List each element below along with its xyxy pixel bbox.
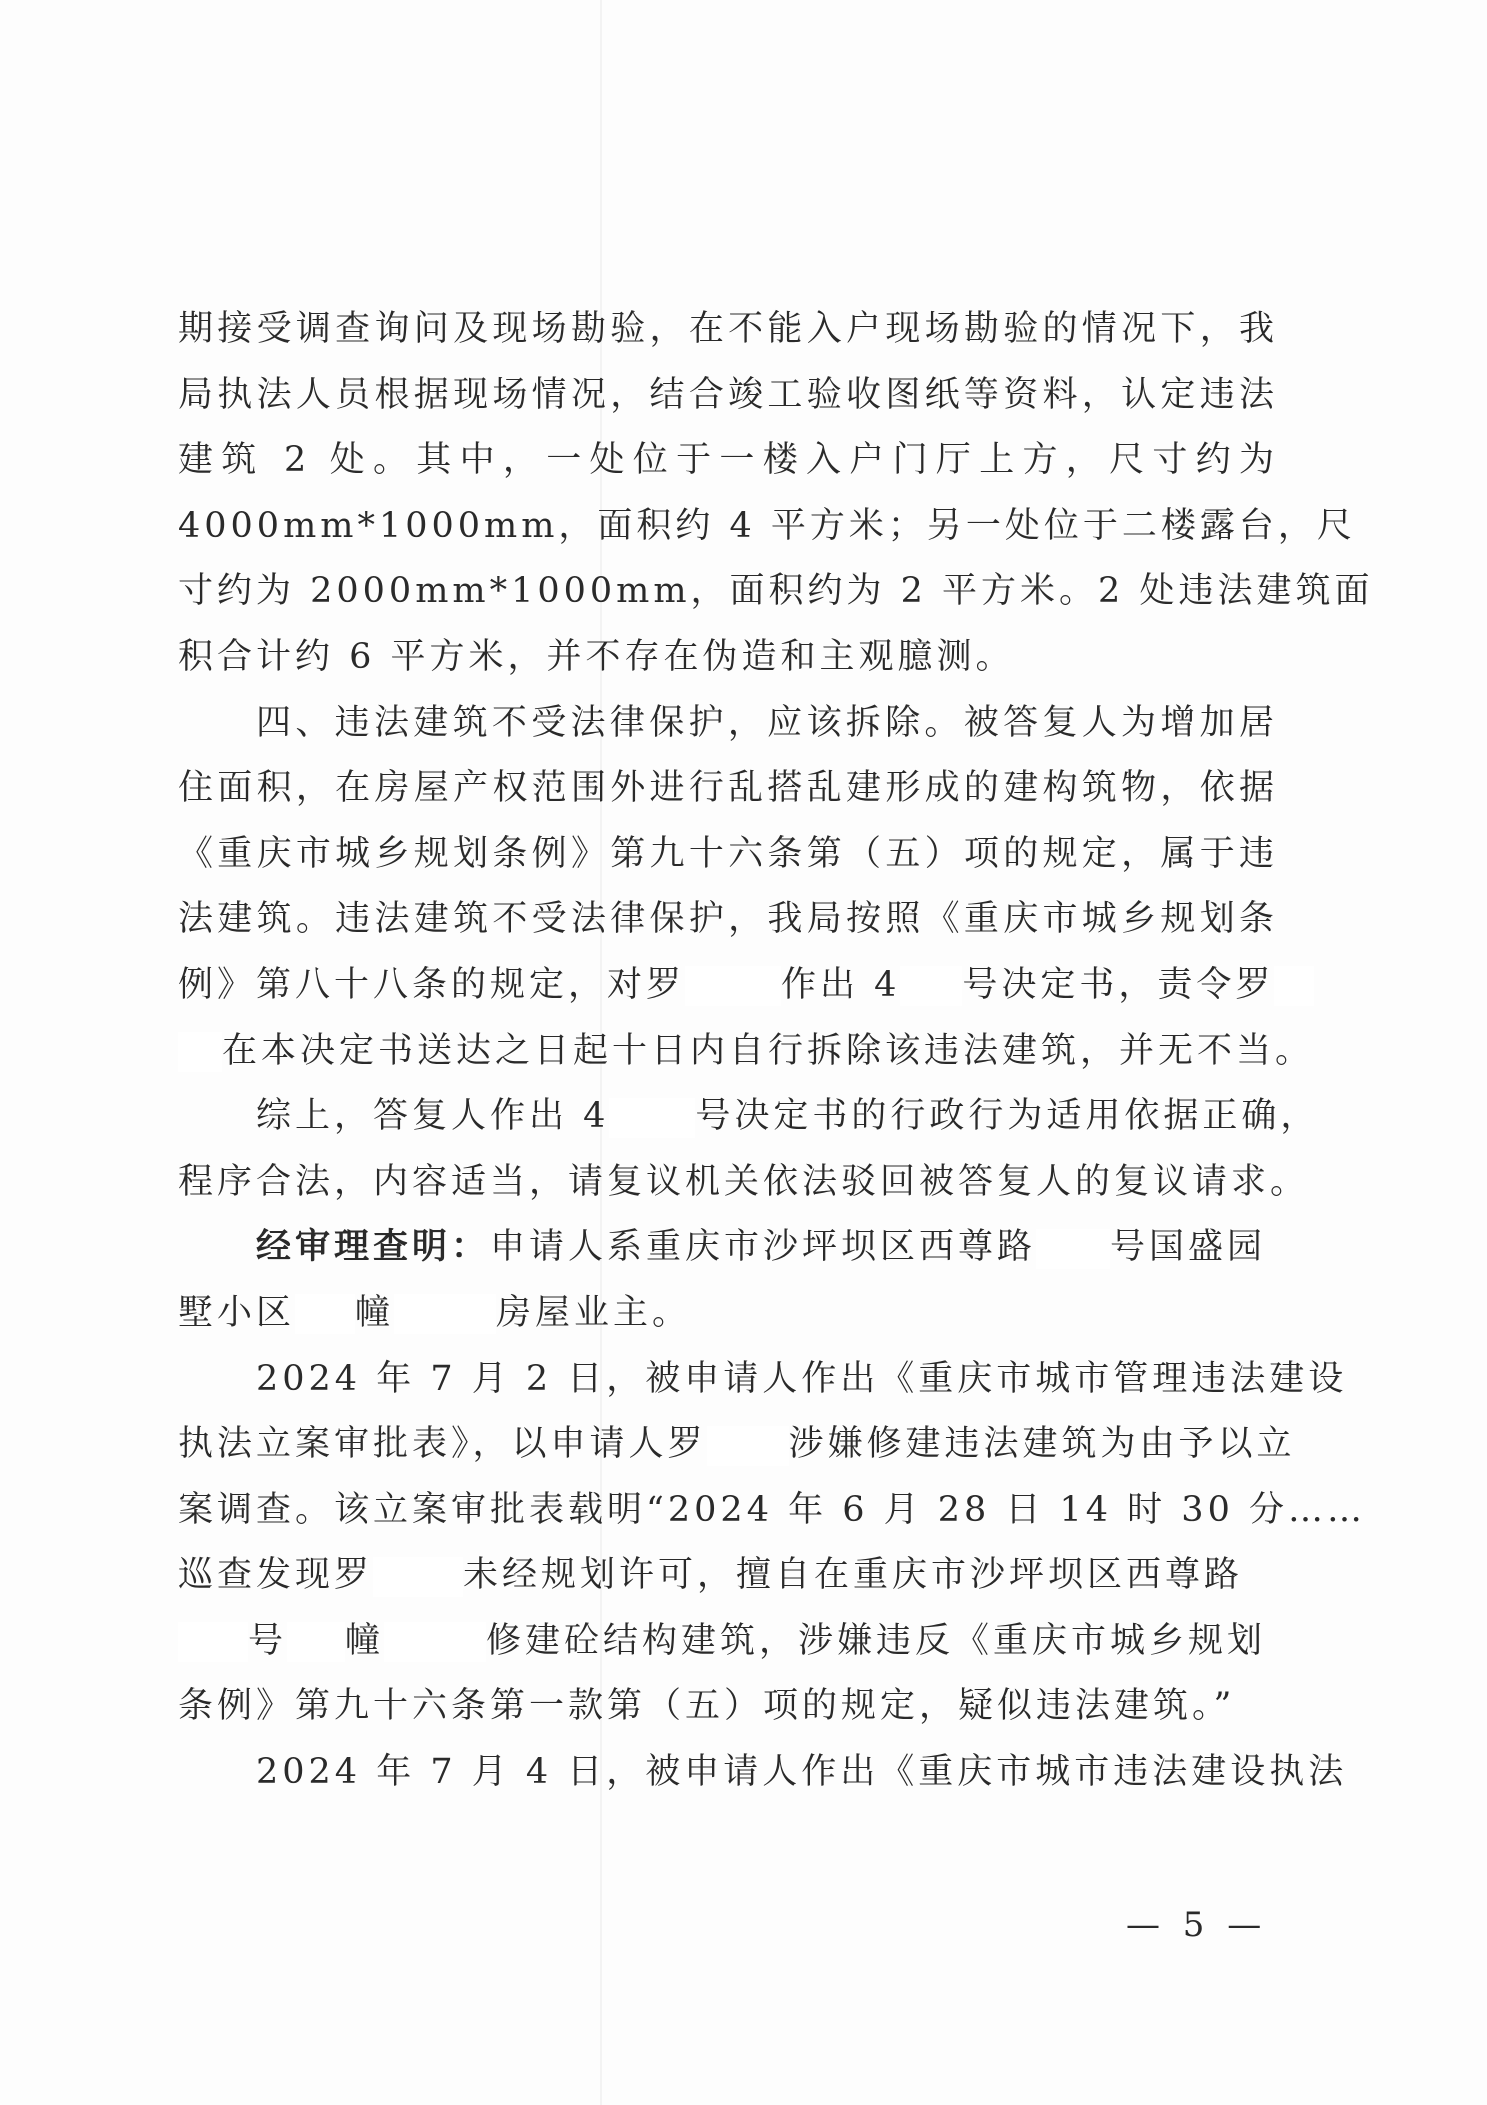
redaction-mask (1036, 1229, 1110, 1269)
text-fragment: 未经规划许可，擅自在重庆市沙坪坝区西尊路 (463, 1555, 1244, 1596)
text-line: 2024 年 7 月 2 日，被申请人作出《重庆市城市管理违法建设 (256, 1358, 1348, 1399)
text-line: 住面积，在房屋产权范围外进行乱搭乱建形成的建构筑物，依据 (178, 768, 1278, 809)
text-fragment: 号国盛园 (1110, 1227, 1267, 1268)
redaction-mask (394, 1294, 496, 1334)
redaction-mask (384, 1622, 486, 1662)
text-fragment: 号决定书，责令罗 (962, 964, 1275, 1005)
text-line: 局执法人员根据现场情况，结合竣工验收图纸等资料，认定违法 (178, 374, 1278, 415)
text-fragment: 号 (248, 1620, 288, 1661)
page-number: — 5 — (1126, 1905, 1268, 1945)
finding-heading: 经审理查明： (256, 1227, 491, 1268)
text-line: 程序合法，内容适当，请复议机关依法驳回被答复人的复议请求。 (178, 1161, 1310, 1202)
text-line: 四、违法建筑不受法律保护，应该拆除。被答复人为增加居 (256, 702, 1278, 743)
text-line: 期接受调查询问及现场勘验，在不能入户现场勘验的情况下，我 (178, 309, 1278, 349)
redaction-mask (900, 966, 962, 1006)
text-fragment: 号决定书的行政行为适用依据正确， (695, 1096, 1320, 1137)
text-line: 建筑 2 处。其中，一处位于一楼入户门厅上方，尺寸约为 (178, 440, 1278, 481)
text-line: 积合计约 6 平方米，并不存在伪造和主观臆测。 (178, 636, 1015, 677)
text-fragment: 幢 (355, 1292, 395, 1333)
text-line (178, 1609, 1278, 1675)
text-line (178, 1281, 1278, 1347)
text-line: 4000mm*1000mm，面积约 4 平方米；另一处位于二楼露台，尺 (178, 505, 1356, 546)
text-fragment: 在本决定书送达之日起十日内自行拆除该违法建筑，并无不当。 (222, 1030, 1315, 1071)
redaction-mask (707, 1426, 789, 1466)
text-line: 《重庆市城乡规划条例》第九十六条第（五）项的规定，属于违 (178, 833, 1278, 874)
text-line (178, 1412, 1296, 1478)
text-fragment: 例》第八十八条的规定，对罗 (178, 964, 686, 1005)
redaction-mask (609, 1098, 695, 1138)
text-line: 条例》第九十六条第一款第（五）项的规定，疑似违法建筑。” (178, 1686, 1236, 1727)
text-line (178, 1084, 1320, 1150)
redaction-mask (685, 966, 781, 1006)
text-line: 2024 年 7 月 4 日，被申请人作出《重庆市城市违法建设执法 (256, 1752, 1348, 1793)
text-line: 案调查。该立案审批表载明“2024 年 6 月 28 日 14 时 30 分…… (178, 1489, 1366, 1530)
text-fragment: 作出 4 (781, 964, 901, 1005)
text-fragment: 墅小区 (178, 1292, 296, 1333)
text-line (178, 1215, 1278, 1281)
text-line: 法建筑。违法建筑不受法律保护，我局按照《重庆市城乡规划条 (178, 899, 1278, 940)
redaction-mask (178, 1622, 248, 1662)
redaction-mask (287, 1622, 345, 1662)
text-fragment: 执法立案审批表》，以申请人罗 (178, 1424, 707, 1465)
text-fragment: 申请人系重庆市沙坪坝区西尊路 (490, 1227, 1037, 1268)
document-body (178, 297, 1374, 1806)
text-fragment: 巡查发现罗 (178, 1555, 374, 1596)
text-line: 寸约为 2000mm*1000mm，面积约为 2 平方米。2 处违法建筑面 (178, 571, 1374, 612)
redaction-mask (373, 1557, 463, 1597)
text-fragment: 涉嫌修建违法建筑为由予以立 (788, 1424, 1296, 1465)
redaction-mask (1274, 966, 1314, 1006)
text-line (178, 953, 1278, 1019)
text-line (178, 1543, 1278, 1609)
text-fragment: 房屋业主。 (496, 1292, 692, 1333)
redaction-mask (295, 1294, 355, 1334)
text-line (178, 1019, 1315, 1085)
text-fragment: 幢 (345, 1620, 385, 1661)
redaction-mask (178, 1032, 222, 1072)
text-fragment: 修建砼结构建筑，涉嫌违反《重庆市城乡规划 (486, 1620, 1267, 1661)
text-fragment: 综上，答复人作出 4 (256, 1096, 610, 1137)
